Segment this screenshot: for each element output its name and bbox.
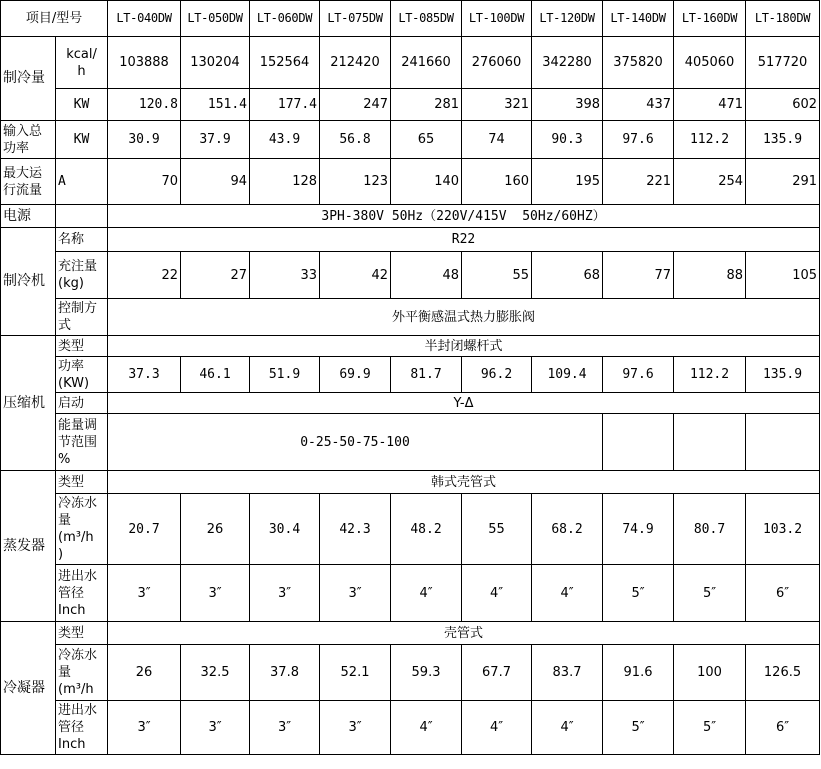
compressor-power-label: 功率 (KW) [56,357,108,393]
cell: 405060 [674,37,746,89]
input-power-label: 输入总 功率 [1,121,56,159]
compressor-start-row [1,393,820,414]
cell: 3″ [250,701,320,755]
max-current-label: 最大运 行流量 [1,159,56,205]
cell: 42 [320,252,391,299]
condenser-type-row [1,622,820,645]
empty-cell [603,414,674,471]
cell: 398 [532,89,603,121]
cell: 5″ [603,701,674,755]
condenser-type-value: 壳管式 [108,622,820,645]
cell: 4″ [462,701,532,755]
cell: 48.2 [391,494,462,565]
cell: 37.8 [250,645,320,701]
cell: 80.7 [674,494,746,565]
cell: 97.6 [603,121,674,159]
cell: 100 [674,645,746,701]
cell: 4″ [532,565,603,622]
cell: 68.2 [532,494,603,565]
compressor-capacity-value: 0-25-50-75-100 [108,414,603,471]
refrigerant-charge-row [1,252,820,299]
cell: 112.2 [674,121,746,159]
evaporator-pipe-label: 进出水 管径 Inch [56,565,108,622]
evaporator-type-row [1,471,820,494]
cell: 22 [108,252,181,299]
empty-cell [56,205,108,228]
condenser-flow-row [1,645,820,701]
cell: 6″ [746,701,820,755]
cell: 221 [603,159,674,205]
model-header: LT-075DW [320,1,391,37]
compressor-capacity-label: 能量调 节范围 % [56,414,108,471]
cell: 109.4 [532,357,603,393]
cell: 247 [320,89,391,121]
cell: 90.3 [532,121,603,159]
cell: 30.4 [250,494,320,565]
cooling-label: 制冷量 [1,37,56,121]
condenser-pipe-row [1,701,820,755]
cell: 120.8 [108,89,181,121]
cooling-kw-row [1,89,820,121]
cooling-kcal-row [1,37,820,89]
empty-cell [746,414,820,471]
cell: 94 [181,159,250,205]
condenser-pipe-label: 进出水 管径 Inch [56,701,108,755]
cell: 4″ [391,701,462,755]
power-supply-row [1,205,820,228]
cell: 212420 [320,37,391,89]
cell: 276060 [462,37,532,89]
cell: 33 [250,252,320,299]
power-supply-value: 3PH-380V 50Hz（220V/415V 50Hz/60HZ） [108,205,820,228]
condenser-flow-label: 冷冻水 量 (m³/h [56,645,108,701]
cell: 128 [250,159,320,205]
model-header: LT-180DW [746,1,820,37]
cell: 3″ [320,701,391,755]
cell: 97.6 [603,357,674,393]
cell: 3″ [250,565,320,622]
cell: 152564 [250,37,320,89]
cell: 43.9 [250,121,320,159]
cell: 20.7 [108,494,181,565]
cell: 88 [674,252,746,299]
cell: 140 [391,159,462,205]
cell: 4″ [462,565,532,622]
cell: 3″ [108,565,181,622]
cell: 517720 [746,37,820,89]
refrigerant-charge-label: 充注量 (kg) [56,252,108,299]
cell: 254 [674,159,746,205]
cell: 135.9 [746,121,820,159]
evaporator-pipe-row [1,565,820,622]
cell: 3″ [181,701,250,755]
cell: 5″ [603,565,674,622]
header-row [1,1,820,37]
header-label: 项目/型号 [1,1,108,37]
cell: 70 [108,159,181,205]
cell: 195 [532,159,603,205]
model-header: LT-120DW [532,1,603,37]
cell: 74.9 [603,494,674,565]
cell: 32.5 [181,645,250,701]
cell: 160 [462,159,532,205]
cell: 130204 [181,37,250,89]
cell: 3″ [108,701,181,755]
compressor-capacity-row [1,414,820,471]
cell: 81.7 [391,357,462,393]
cell: 96.2 [462,357,532,393]
evaporator-flow-label: 冷冻水 量 (m³/h ) [56,494,108,565]
cell: 68 [532,252,603,299]
cell: 42.3 [320,494,391,565]
cell: 46.1 [181,357,250,393]
cell: 77 [603,252,674,299]
refrigerant-name-row [1,228,820,252]
cell: 151.4 [181,89,250,121]
cell: 3″ [181,565,250,622]
cell: 6″ [746,565,820,622]
input-power-unit: KW [56,121,108,159]
cell: 281 [391,89,462,121]
model-header: LT-140DW [603,1,674,37]
compressor-start-label: 启动 [56,393,108,414]
cell: 126.5 [746,645,820,701]
cell: 30.9 [108,121,181,159]
cell: 5″ [674,565,746,622]
cell: 26 [108,645,181,701]
compressor-power-row [1,357,820,393]
model-header: LT-085DW [391,1,462,37]
cell: 56.8 [320,121,391,159]
refrigerant-control-value: 外平衡感温式热力膨胀阀 [108,299,820,336]
refrigerant-label: 制冷机 [1,228,56,336]
refrigerant-name-label: 名称 [56,228,108,252]
cell: 4″ [391,565,462,622]
cell: 135.9 [746,357,820,393]
input-power-row [1,121,820,159]
kw-unit: KW [56,89,108,121]
cell: 123 [320,159,391,205]
model-header: LT-060DW [250,1,320,37]
cell: 321 [462,89,532,121]
compressor-type-row [1,336,820,357]
evaporator-type-label: 类型 [56,471,108,494]
model-header: LT-040DW [108,1,181,37]
cell: 51.9 [250,357,320,393]
cell: 65 [391,121,462,159]
cell: 375820 [603,37,674,89]
power-supply-label: 电源 [1,205,56,228]
cell: 103888 [108,37,181,89]
cell: 3″ [320,565,391,622]
condenser-type-label: 类型 [56,622,108,645]
cell: 5″ [674,701,746,755]
evaporator-type-value: 韩式壳管式 [108,471,820,494]
cell: 112.2 [674,357,746,393]
compressor-label: 压缩机 [1,336,56,471]
compressor-start-value: Y-Δ [108,393,820,414]
cell: 241660 [391,37,462,89]
evaporator-flow-row [1,494,820,565]
cell: 437 [603,89,674,121]
kcal-unit: kcal/ h [56,37,108,89]
model-header: LT-160DW [674,1,746,37]
cell: 52.1 [320,645,391,701]
model-header: LT-100DW [462,1,532,37]
max-current-row [1,159,820,205]
cell: 55 [462,252,532,299]
cell: 69.9 [320,357,391,393]
cell: 103.2 [746,494,820,565]
empty-cell [674,414,746,471]
compressor-type-label: 类型 [56,336,108,357]
cell: 37.3 [108,357,181,393]
cell: 4″ [532,701,603,755]
cell: 91.6 [603,645,674,701]
cell: 59.3 [391,645,462,701]
cell: 48 [391,252,462,299]
cell: 37.9 [181,121,250,159]
refrigerant-control-row [1,299,820,336]
condenser-label: 冷凝器 [1,622,56,755]
cell: 342280 [532,37,603,89]
cell: 105 [746,252,820,299]
cell: 74 [462,121,532,159]
cell: 27 [181,252,250,299]
cell: 471 [674,89,746,121]
cell: 177.4 [250,89,320,121]
cell: 602 [746,89,820,121]
model-header: LT-050DW [181,1,250,37]
max-current-unit: A [56,159,108,205]
cell: 83.7 [532,645,603,701]
refrigerant-name-value: R22 [108,228,820,252]
compressor-type-value: 半封闭螺杆式 [108,336,820,357]
evaporator-label: 蒸发器 [1,471,56,622]
cell: 55 [462,494,532,565]
cell: 67.7 [462,645,532,701]
cell: 291 [746,159,820,205]
refrigerant-control-label: 控制方 式 [56,299,108,336]
cell: 26 [181,494,250,565]
